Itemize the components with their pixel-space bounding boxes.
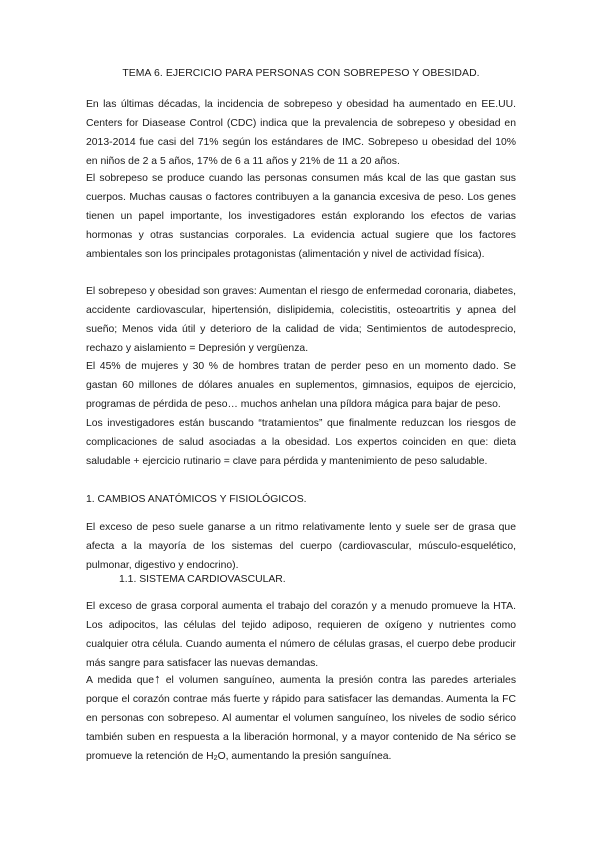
intro-paragraph-5: Los investigadores están buscando “tratamientos” que finalmente reduzcan los riesgos de complicaciones de salud asociadas a la obesidad. Los expertos coinciden en que: dieta saludable + ejercicio rutinario = clave para pérdida y mantenimiento de peso saludable. xyxy=(86,418,516,467)
subsection-heading: 1.1. SISTEMA CARDIOVASCULAR. xyxy=(119,574,286,585)
paragraph-suffix: O, aumentando la presión sanguínea. xyxy=(217,750,392,762)
paragraph-prefix: A medida que xyxy=(86,675,155,686)
section-paragraph: El exceso de peso suele ganarse a un ritmo relativamente lento y suele ser de grasa que afecta a la mayoría de los sistemas del cuerpo (cardiovascular, músculo-esquelético, pulmonar, digestivo y endocrino). xyxy=(86,522,516,571)
up-arrow-icon: ↑ xyxy=(154,671,161,686)
section-heading: 1. CAMBIOS ANATÓMICOS Y FISIOLÓGICOS. xyxy=(86,494,307,505)
subsection-paragraph-2 xyxy=(86,672,516,769)
intro-paragraph-1: En las últimas décadas, la incidencia de sobrepeso y obesidad ha aumentado en EE.UU. Centers for Diasease Control (CDC) indica que la prevalencia de sobrepeso y obesidad en 2013-2014 fue casi del 71% según los estándares de IMC. Sobrepeso u obesidad del 10% en niños de 2 a 5 años, 17% de 6 a 11 años y 21% de 11 a 20 años. xyxy=(86,99,516,167)
intro-paragraph-3: El sobrepeso y obesidad son graves: Aumentan el riesgo de enfermedad coronaria, diabetes, accidente cardiovascular, hipertensión, dislipidemia, colecistitis, osteoartritis y apnea del sueño; Menos vida útil y deterioro de la calidad de vida; Sentimientos de autodesprecio, rechazo y aislamiento = Depresión y vergüenza. xyxy=(86,286,516,354)
subscript-two: 2 xyxy=(213,754,218,762)
intro-paragraph-2: El sobrepeso se produce cuando las personas consumen más kcal de las que gastan sus cuerpos. Muchas causas o factores contribuyen a la ganancia excesiva de peso. Los genes tienen un papel importante, los investigadores están explorando los efectos de varias hormonas y otras sustancias corporales. La evidencia actual sugiere que los factores ambientales son los principales protagonistas (alimentación y nivel de actividad física). xyxy=(86,173,516,260)
paragraph-body: el volumen sanguíneo, aumenta la presión contra las paredes arteriales porque el corazón contrae más fuerte y rápido para satisfacer las demandas. Aumenta la FC en personas con sobrepeso. Al aumentar el volumen sanguíneo, los niveles de sodio sérico también suben en respuesta a la liberación hormonal, y a mayor contenido de Na sérico se promueve la retención de H xyxy=(86,675,517,762)
document-title: TEMA 6. EJERCICIO PARA PERSONAS CON SOBREPESO Y OBESIDAD. xyxy=(122,68,480,79)
intro-paragraph-4: El 45% de mujeres y 30 % de hombres tratan de perder peso en un momento dado. Se gastan 60 millones de dólares anuales en suplementos, gimnasios, equipos de ejercicio, programas de pérdida de peso… muchos anhelan una píldora mágica para bajar de peso. xyxy=(86,361,516,410)
subsection-paragraph-1: El exceso de grasa corporal aumenta el trabajo del corazón y a menudo promueve la HTA. Los adipocitos, las células del tejido adiposo, requieren de oxígeno y nutrientes como cualquier otra célula. Cuando aumenta el número de células grasas, el cuerpo debe producir más sangre para satisfacer las nuevas demandas. xyxy=(86,601,516,669)
